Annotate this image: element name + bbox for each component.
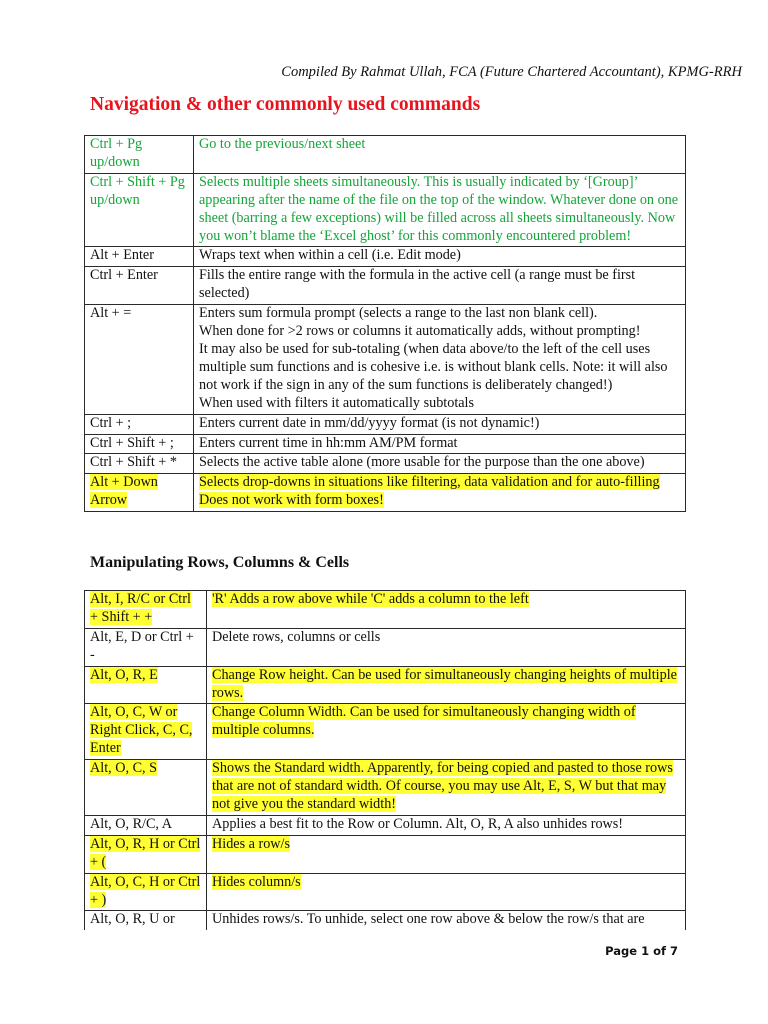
shortcut-key: Alt, O, R, H or Ctrl + ( [90,835,201,870]
shortcut-key: Alt, O, R, U or [90,911,175,928]
shortcut-description-cell [207,911,686,930]
section-title-rows-columns-cells: Manipulating Rows, Columns & Cells [90,554,350,571]
shortcut-key-cell [85,704,207,760]
shortcut-key: Ctrl + Shift + * [90,454,177,471]
shortcut-description: Fills the entire range with the formula in the active cell (a range must be first selected) [199,267,636,302]
compiled-by-note: Compiled By Rahmat Ullah, FCA (Future Chartered Accountant), KPMG-RRH [281,64,742,80]
shortcut-key: Alt, O, C, W or Right Click, C, C, Enter [90,704,193,757]
shortcut-description-cell [194,305,686,414]
shortcut-key: Ctrl + Pg up/down [90,136,143,170]
shortcut-description: Wraps text when within a cell (i.e. Edit mode) [199,247,461,264]
shortcut-row [85,434,686,454]
page-number: Page 1 of 7 [605,944,678,958]
shortcut-description: Selects multiple sheets simultaneously. This is usually indicated by ‘[Group]’ appearing after the name of the file on the top of the window. Whatever done on one sheet (barring a few exceptions) will be filled across all sheets simultaneously. Now you won’t blame the ‘Excel ghost’ for this commonly encountered problem! [199,173,679,244]
shortcut-key: Alt + Down Arrow [90,474,158,509]
shortcut-key-cell [85,434,194,454]
shortcut-description-cell [207,760,686,816]
shortcut-row [85,911,686,930]
shortcut-description: It may also be used for sub-totaling (when data above/to the left of the cell uses multiple sum functions and is cohesive i.e. is without blank cells. Note: it will also not work if the sign in any of the sum functions is deliberately changed!) [199,340,668,393]
shortcut-key-cell [85,454,194,474]
shortcut-description: Selects the active table alone (more usable for the purpose than the one above) [199,454,645,471]
shortcut-key: Alt, O, R/C, A [90,815,172,832]
shortcut-key-cell [85,414,194,434]
shortcut-row [85,666,686,704]
shortcut-description: 'R' Adds a row above while 'C' adds a column to the left [212,591,529,607]
shortcut-row [85,173,686,247]
shortcut-key: Alt + Enter [90,247,154,264]
shortcut-description: When done for >2 rows or columns it automatically adds, without prompting! [199,323,641,340]
shortcut-key: Alt, O, C, H or Ctrl + ) [90,873,201,908]
shortcut-row [85,474,686,512]
shortcut-description: Change Row height. Can be used for simultaneously changing heights of multiple rows. [212,666,677,701]
shortcut-description-cell [194,267,686,305]
shortcut-key: Alt, O, C, S [90,760,158,777]
shortcut-description: Delete rows, columns or cells [212,628,381,645]
shortcut-description: Go to the previous/next sheet [199,136,366,152]
shortcut-description-cell [194,454,686,474]
shortcut-key: Alt, I, R/C or Ctrl + Shift + + [90,591,191,625]
shortcut-description-cell [207,628,686,666]
shortcut-description-cell [207,835,686,873]
shortcut-description-cell [194,434,686,454]
shortcut-key-cell [85,628,207,666]
shortcut-row [85,591,686,629]
shortcut-row [85,704,686,760]
shortcut-row [85,835,686,873]
shortcut-description: Hides a row/s [212,835,291,852]
shortcut-key: Ctrl + ; [90,414,132,431]
shortcut-description: Selects drop-downs in situations like filtering, data validation and for auto-filling [199,474,660,491]
navigation-commands-table [84,135,686,512]
shortcut-row [85,136,686,174]
shortcut-description-cell [207,704,686,760]
shortcut-key: Alt, E, D or Ctrl + - [90,628,194,663]
shortcut-description: Applies a best fit to the Row or Column. Alt, O, R, A also unhides rows! [212,815,624,832]
shortcut-key: Alt, O, R, E [90,666,158,683]
section-title-navigation: Navigation & other commonly used commands [90,94,481,115]
shortcut-description: Enters sum formula prompt (selects a range to the last non blank cell). [199,305,598,322]
shortcut-key-cell [85,247,194,267]
shortcut-key-cell [85,666,207,704]
shortcut-key-cell [85,760,207,816]
shortcut-description-cell [207,591,686,629]
shortcut-description: Unhides rows/s. To unhide, select one row above & below the row/s that are [212,911,645,928]
shortcut-description-cell [194,173,686,247]
shortcut-key-cell [85,815,207,835]
shortcut-row [85,815,686,835]
shortcut-description-cell [194,247,686,267]
shortcut-row [85,305,686,414]
shortcut-key-cell [85,136,194,174]
shortcut-key-cell [85,835,207,873]
shortcut-key-cell [85,591,207,629]
shortcut-description: When used with filters it automatically subtotals [199,394,475,411]
shortcut-description-cell [194,414,686,434]
shortcut-key: Ctrl + Shift + Pg up/down [90,173,185,208]
shortcut-description-cell [207,666,686,704]
shortcut-key-cell [85,873,207,911]
shortcut-description: Hides column/s [212,873,301,890]
shortcut-description: Change Column Width. Can be used for simultaneously changing width of multiple columns. [212,704,636,739]
shortcut-key: Ctrl + Enter [90,267,158,284]
shortcut-description: Does not work with form boxes! [199,492,384,509]
shortcut-description-cell [207,815,686,835]
shortcut-description: Enters current date in mm/dd/yyyy format (is not dynamic!) [199,414,540,431]
shortcut-description-cell [194,474,686,512]
shortcut-description-cell [194,136,686,174]
shortcut-row [85,267,686,305]
shortcut-key: Alt + = [90,305,132,322]
shortcut-key-cell [85,173,194,247]
shortcut-row [85,414,686,434]
shortcut-description-cell [207,873,686,911]
shortcut-key-cell [85,911,207,930]
shortcut-key: Ctrl + Shift + ; [90,434,174,451]
shortcut-key-cell [85,267,194,305]
shortcut-key-cell [85,305,194,414]
shortcut-row [85,247,686,267]
shortcut-description: Enters current time in hh:mm AM/PM format [199,434,458,451]
rows-columns-cells-table [84,590,686,930]
shortcut-row [85,454,686,474]
shortcut-row [85,628,686,666]
shortcut-row [85,760,686,816]
shortcut-row [85,873,686,911]
shortcut-description: Shows the Standard width. Apparently, for being copied and pasted to those rows that are not of standard width. Of course, you may use Alt, E, S, W but that may not give you the standard width! [212,760,673,812]
shortcut-key-cell [85,474,194,512]
